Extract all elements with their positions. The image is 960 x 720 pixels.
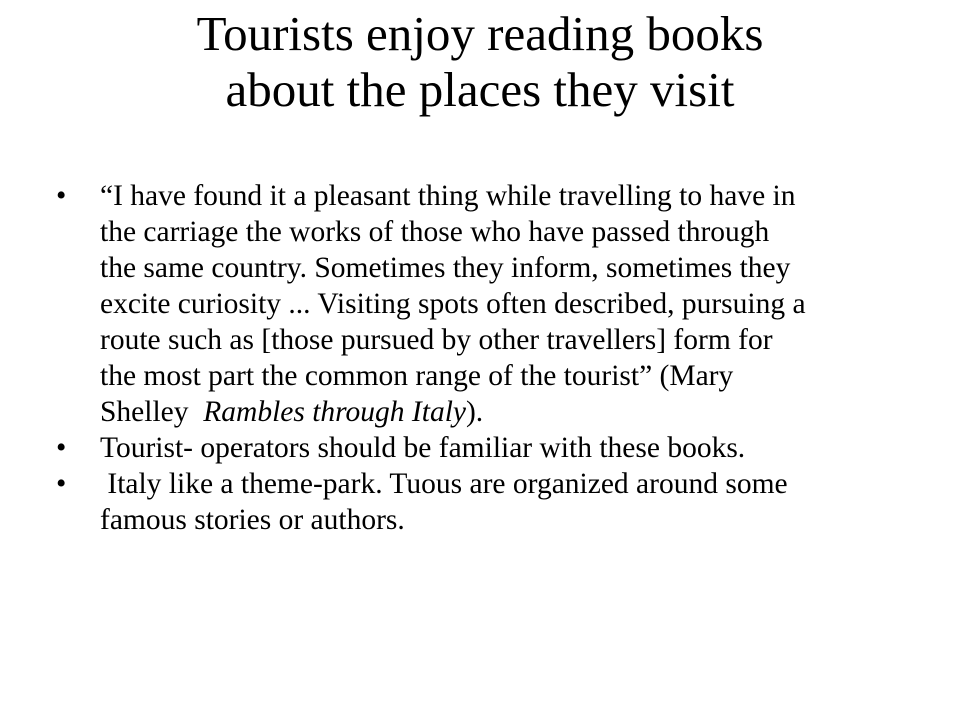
citation-book-title: Rambles through Italy — [203, 396, 466, 428]
bullet-text-line: the carriage the works of those who have passed through — [100, 216, 770, 248]
bullet-text-line: famous stories or authors. — [100, 504, 405, 536]
bullet-icon: • — [56, 468, 67, 500]
bullet-text-line: Italy like a theme-park. Tuous are organized around some — [100, 468, 788, 500]
bullet-item-theme-park — [56, 466, 960, 538]
bullet-icon: • — [56, 432, 67, 464]
bullet-text-line-citation — [100, 394, 960, 430]
slide-title — [0, 6, 960, 118]
slide-title-line-1: Tourists enjoy reading books — [196, 6, 764, 61]
bullet-text-line: route such as [those pursued by other travellers] form for — [100, 324, 773, 356]
bullet-text-line: Tourist- operators should be familiar with these books. — [100, 432, 746, 464]
bullet-text-line: “I have found it a pleasant thing while travelling to have in — [100, 180, 796, 212]
citation-author: Shelley — [100, 396, 204, 428]
slide-title-line-2: about the places they visit — [225, 62, 735, 117]
bullet-icon: • — [56, 180, 67, 212]
bullet-text-line: excite curiosity ... Visiting spots often described, pursuing a — [100, 288, 806, 320]
bullet-item-quote — [56, 178, 960, 430]
bullet-text-line: the same country. Sometimes they inform, sometimes they — [100, 252, 791, 284]
citation-closing: ). — [465, 396, 484, 428]
bullet-text-line: the most part the common range of the tourist” (Mary — [100, 360, 734, 392]
bullet-item-operators — [56, 430, 960, 466]
bullet-list — [56, 178, 960, 538]
